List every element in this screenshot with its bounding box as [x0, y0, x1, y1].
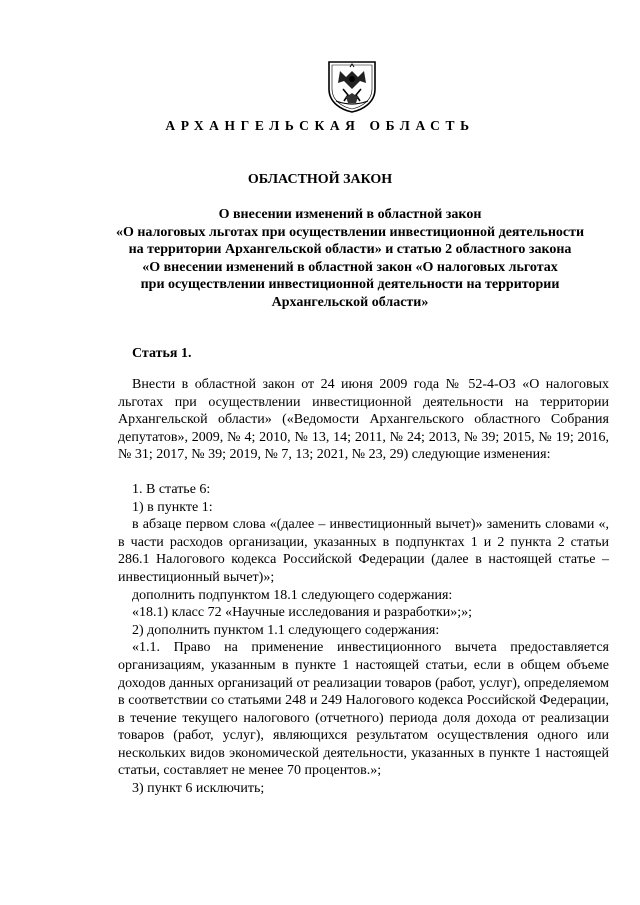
article-heading: Статья 1. — [132, 346, 192, 361]
paragraph: Внести в областной закон от 24 июня 2009 года № 52-4-ОЗ «О налоговых льготах при осуществлении инвестиционной деятельности на территории Архангельской области» («Ведомости Архангельского областного Собрания депутатов», 2009, № 4; 2010, № 13, 14; 2011, № 24; 2013, № 39; 2015, № 19; 2016, № 31; 2017, № 39; 2019, № 7, 13; 2021, № 23, 29) следующие изменения: — [118, 377, 609, 463]
law-title — [80, 206, 620, 312]
paragraph: «18.1) класс 72 «Научные исследования и разработки»;»; — [132, 605, 473, 621]
law-title-line: при осуществлении инвестиционной деятельности на территории — [140, 277, 560, 293]
region-name: АРХАНГЕЛЬСКАЯ ОБЛАСТЬ — [165, 118, 475, 133]
law-title-line: «О налоговых льготах при осуществлении инвестиционной деятельности — [115, 224, 585, 240]
document-type: ОБЛАСТНОЙ ЗАКОН — [247, 172, 393, 187]
law-title-line: О внесении изменений в областной закон — [218, 207, 482, 222]
paragraph: «1.1. Право на применение инвестиционного вычета предоставляется организациям, указанным в пункте 1 настоящей статьи, если в общем объеме доходов данных организаций от реализации товаров (работ, услуг), определяемом в соответствии со статьями 248 и 249 Налогового кодекса Российской Федерации, в течение текущего налогового (отчетного) периода доля дохода от реализации товаров (работ, услуг), являющихся результатом осуществления одного или нескольких видов экономической деятельности, указанных в пункте 1 настоящей статьи, составляет не менее 70 процентов.»; — [118, 640, 609, 779]
law-title-line: «О внесении изменений в областной закон «О налоговых льготах — [142, 259, 558, 275]
paragraph: 3) пункт 6 исключить; — [132, 781, 265, 797]
paragraph: 2) дополнить пунктом 1.1 следующего содержания: — [132, 622, 440, 638]
article-body — [118, 376, 609, 798]
paragraph: в абзаце первом слова «(далее – инвестиционный вычет)» заменить словами «, в части расходов организации, указанных в подпунктах 1 и 2 пункта 2 статьи 286.1 Налогового кодекса Российской Федерации (далее в настоящей статье – инвестиционный вычет)»; — [118, 517, 609, 585]
paragraph: 1. В статье 6: — [132, 481, 211, 497]
coat-of-arms-icon — [326, 59, 378, 113]
law-title-line: на территории Архангельской области» и статью 2 областного закона — [128, 242, 572, 258]
paragraph: 1) в пункте 1: — [132, 499, 213, 515]
law-title-line: Архангельской области» — [271, 294, 429, 310]
paragraph: дополнить подпунктом 18.1 следующего содержания: — [132, 587, 453, 603]
